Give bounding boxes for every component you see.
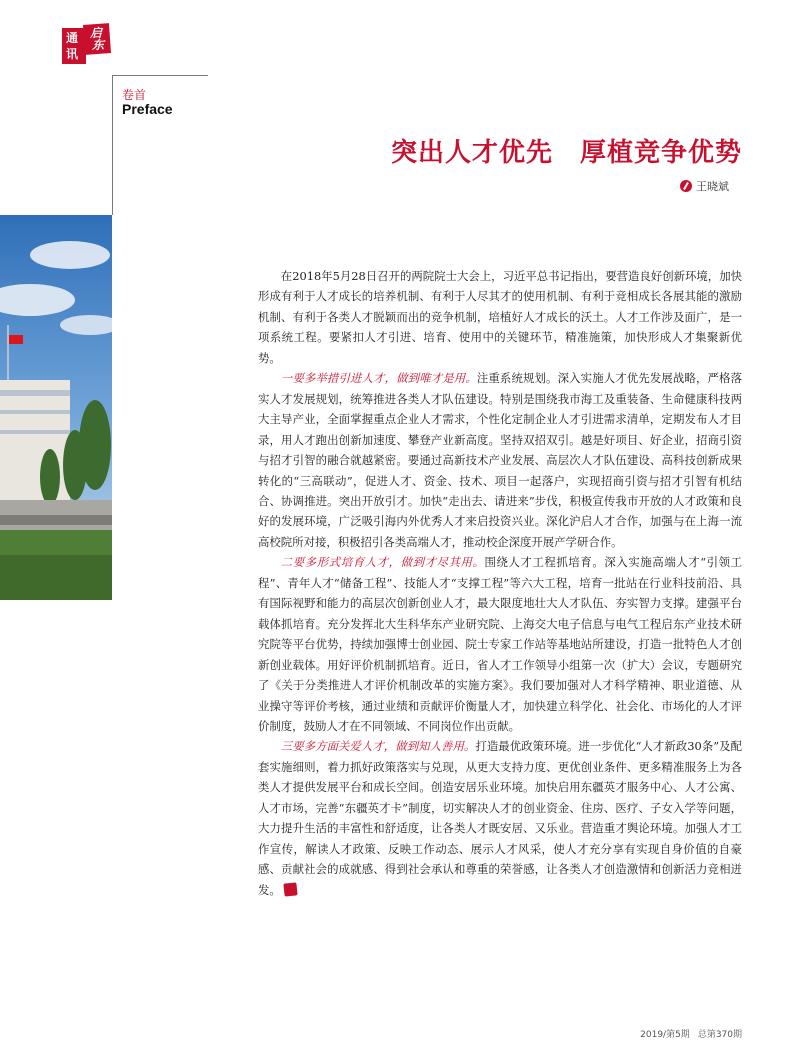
logo-char: 通: [66, 31, 79, 45]
header-rule: [112, 75, 208, 76]
issue-number: 2019/第5期: [640, 1030, 690, 1040]
logo-char: 讯: [66, 47, 79, 61]
paragraph-text: 围绕人才工程抓培育。深入实施高端人才“引领工程”、青年人才“储备工程”、技能人才“支撑工程”等六大工程，培育一批站在行业科技前沿、具有国际视野和能力的高层次创新创业人才，最大限度地壮大人才队伍、夯实智力支撑。建强平台载体抓培育。充分发挥北大生科华东产业研究院、上海交大电子信息与电气工程启东产业技术研究院等平台优势，持续加强博士创业园、院士专家工作站等基地站所建设，打造一批特色人才创新创业载体。用好评价机制抓培育。近日，省人才工作领导小组第一次（扩大）会议，专题研究了《关于分类推进人才评价机制改革的实施方案》。我们要加强对人才科学精神、职业道德、从业操守等评价考核，通过业绩和贡献评价衡量人才，加快建立科学化、社会化、市场化的人才评价制度，鼓励人才在不同领域、不同岗位作出贡献。: [258, 555, 742, 733]
paragraph-text: 在2018年5月28日召开的两院院士大会上，习近平总书记指出，要营造良好创新环境，加快形成有利于人才成长的培养机制、有利于人尽其才的使用机制、有利于竞相成长各展其能的激励机制、有利于各类人才脱颖而出的竞争机制，培植好人才成长的沃土。人才工作涉及面广，是一项系统工程。要紧扣人才引进、培育、使用中的关键环节，精准施策，加快形成人才集聚新优势。: [258, 269, 742, 365]
paragraph: [258, 266, 742, 368]
article-title: 突出人才优先 厚植竞争优势: [390, 138, 742, 168]
paragraph: [258, 736, 742, 900]
magazine-logo: [62, 24, 112, 66]
paragraph-lead: 二要多形式培育人才，做到才尽其用。: [280, 555, 485, 570]
section-label-en: Preface: [122, 101, 173, 117]
author-name: 王晓斌: [696, 180, 729, 193]
paragraph-lead: 三要多方面关爱人才，做到知人善用。: [280, 739, 476, 754]
logo-char: 启: [90, 26, 103, 40]
section-label-cn: 卷首: [122, 88, 147, 102]
page-footer: [600, 1027, 742, 1040]
logo-char: 东: [92, 38, 105, 52]
author-byline: [640, 178, 742, 194]
campus-photo: [0, 215, 112, 600]
paragraph-text: 注重系统规划。深入实施人才优先发展战略，严格落实人才发展规划，统筹推进各类人才队伍建设。特别是围绕我市海工及重装备、生命健康科技两大主导产业，全面掌握重点企业人才需求，个性化定制企业人才引进需求清单，定期发布人才目录，用人才跑出创新加速度、攀登产业新高度。坚持双招双引。越是好项目、好企业，招商引资与招才引智的融合就越紧密。要通过高新技术产业发展、高层次人才队伍建设、高科技创新成果转化的“三高联动”，促进人才、资金、技术、项目一起落户，实现招商引资与招才引智有机结合、协调推进。突出开放引才。加快“走出去、请进来”步伐，积极宣传我市开放的人才政策和良好的发展环境，广泛吸引海内外优秀人才来启投资兴业。深化沪启人才合作，加强与在上海一流高校院所对接，积极招引各类高端人才，推动校企深度开展产学研合作。: [258, 371, 742, 549]
total-issue-number: 总第370期: [697, 1030, 742, 1040]
paragraph: [258, 552, 742, 736]
paragraph: [258, 368, 742, 552]
end-mark-icon: [283, 882, 297, 896]
article-body: [258, 266, 742, 900]
pen-icon: [680, 180, 692, 192]
side-rule: [112, 75, 113, 215]
paragraph-text: 打造最优政策环境。进一步优化“人才新政30条”及配套实施细则，着力抓好政策落实与兑现，从更大支持力度、更优创业条件、更多精准服务上为各类人才提供发展平台和成长空间。创造安居乐业环境。加快启用东疆英才服务中心、人才公寓、人才市场，完善“东疆英才卡”制度，切实解决人才的创业资金、住房、医疗、子女入学等问题，大力提升生活的丰富性和舒适度，让各类人才既安居、又乐业。营造重才舆论环境。加强人才工作宣传，解读人才政策、反映工作动态、展示人才风采，使人才充分享有实现自身价值的自豪感、贡献社会的成就感、得到社会承认和尊重的荣誉感，让各类人才创造激情和创新活力竞相迸发。: [258, 739, 742, 897]
paragraph-lead: 一要多举措引进人才，做到唯才是用。: [280, 371, 477, 386]
